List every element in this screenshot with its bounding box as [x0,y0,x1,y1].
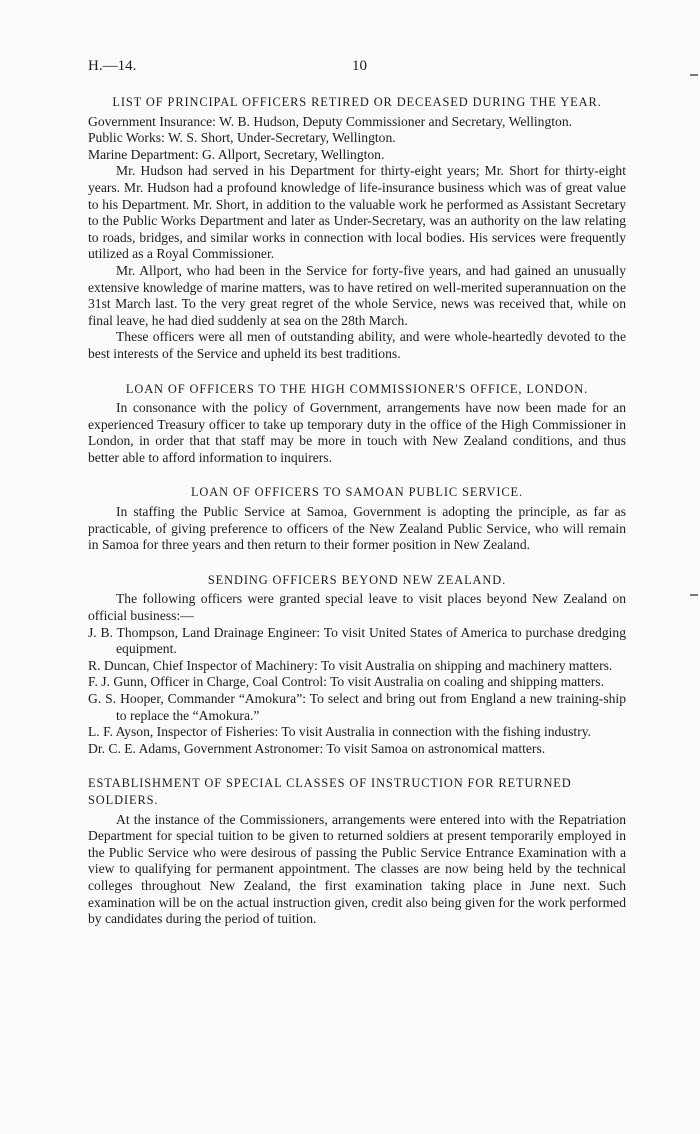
section-loan-samoa [88,484,626,553]
paragraph: The following officers were granted special leave to visit places beyond New Zealand on official business:— [88,591,626,624]
officer-entry: Marine Department: G. Allport, Secretary, Wellington. [88,146,385,162]
officer-entry: L. F. Ayson, Inspector of Fisheries: To visit Australia in connection with the fishing industry. [88,724,592,740]
officer-entry: Government Insurance: W. B. Hudson, Deputy Commissioner and Secretary, Wellington. [88,113,573,129]
document-reference: H.—14. [88,58,137,74]
section-heading: SENDING OFFICERS BEYOND NEW ZEALAND. [207,572,507,587]
section-sending-officers [88,572,626,758]
officer-entry: Public Works: W. S. Short, Under-Secretary, Wellington. [88,130,396,146]
section-heading: ESTABLISHMENT OF SPECIAL CLASSES OF INSTRUCTION FOR RETURNED SOLDIERS. [88,776,572,807]
paragraph: At the instance of the Commissioners, arrangements were entered into with the Repatriation Department for special tuition to be given to returned soldiers at present temporarily employed in the Public Service who were desirous of passing the Public Service Entrance Examination with a view to qualifying for permanent appointment. The classes are now being held by the technical colleges throughout New Zealand, the first examination taking place in June next. Such examination will be on the actual instruction given, credit also being given for the work performed by candidates during the period of tuition. [88,811,626,927]
officer-entry: J. B. Thompson, Land Drainage Engineer: To visit United States of America to purchase dredging equipment. [88,624,626,657]
section-loan-london [88,381,626,467]
section-special-classes [88,775,626,927]
scan-mark [690,594,698,596]
section-heading: LOAN OF OFFICERS TO THE HIGH COMMISSIONER'S OFFICE, LONDON. [125,381,589,396]
officer-entry: Dr. C. E. Adams, Government Astronomer: To visit Samoa on astronomical matters. [88,740,546,756]
officer-entry: G. S. Hooper, Commander “Amokura”: To select and bring out from England a new training-ship to replace the “Amokura.” [88,691,626,723]
section-retired-officers [88,94,626,363]
scan-mark [690,74,698,76]
paragraph: Mr. Hudson had served in his Department for thirty-eight years; Mr. Short for thirty-eight years. Mr. Hudson had a profound knowledge of life-insurance business which was of great value to his Department. Mr. Short, in addition to the valuable work he performed as Assistant Secretary to the Public Works Department and later as Under-Secretary, was an authority on the law relating to roads, bridges, and similar works in connection with local bodies. His services were frequently utilized as a Royal Commissioner. [88,163,626,262]
page-number: 10 [352,58,367,74]
officer-entry: R. Duncan, Chief Inspector of Machinery: To visit Australia on shipping and machinery matters. [88,657,613,673]
paragraph: These officers were all men of outstanding ability, and were whole-heartedly devoted to the best interests of the Service and upheld its best traditions. [88,329,626,361]
paragraph: In consonance with the policy of Government, arrangements have now been made for an experienced Treasury officer to take up temporary duty in the office of the High Commissioner in London, in order that that staff may be more in touch with New Zealand conditions, and thus better able to afford information to inquirers. [88,400,626,465]
paragraph: Mr. Allport, who had been in the Service for forty-five years, and had gained an unusually extensive knowledge of marine matters, was to have retired on well-merited superannuation on the 31st March last. To the very great regret of the whole Service, news was received that, while on final leave, he had died suddenly at sea on the 28th March. [88,262,626,328]
paragraph: In staffing the Public Service at Samoa, Government is adopting the principle, as far as practicable, of giving preference to officers of the New Zealand Public Service, who will remain in Samoa for three years and then return to their former position in New Zealand. [88,504,626,553]
section-heading: LOAN OF OFFICERS TO SAMOAN PUBLIC SERVICE. [190,485,524,500]
section-heading: LIST OF PRINCIPAL OFFICERS RETIRED OR DECEASED DURING THE YEAR. [112,95,602,109]
officer-entry: F. J. Gunn, Officer in Charge, Coal Control: To visit Australia on coaling and shipping matters. [88,674,604,690]
page-body [88,94,626,928]
